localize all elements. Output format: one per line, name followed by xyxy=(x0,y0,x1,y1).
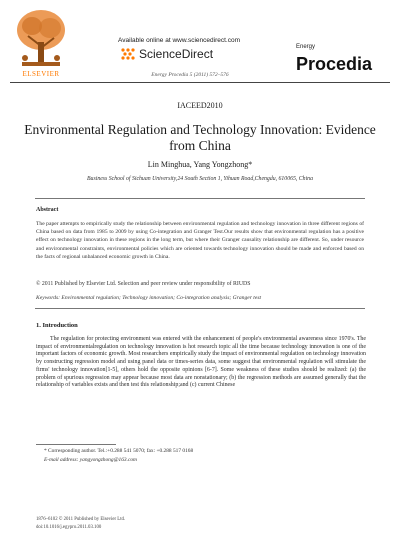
introduction-heading: 1. Introduction xyxy=(36,322,78,329)
conference-name: IACEED2010 xyxy=(177,101,223,110)
abstract-text: The paper attempts to empirically study the relationship between environmental regulation and technology innovation in three different regions of China based on data from 1985 to 2009 by using Co-integration and Granger Test.Our results show that environmental regulation has a positive effect on technology innovation in these regions in the long term, but where their Granger causality relationship are different. So, under resource and environmental constraints, environmental policies which are oriented towards technology innovation should be made and enforced based on the facts of regional unbalanced economic growth in China. xyxy=(36,221,364,260)
available-online-text: Available online at www.sciencedirect.com xyxy=(118,37,240,44)
article-title: Environmental Regulation and Technology Innovation: Evidence from China xyxy=(24,122,376,153)
footnote-divider xyxy=(36,444,116,445)
journal-name: Procedia xyxy=(296,54,373,74)
sciencedirect-wordmark: ScienceDirect xyxy=(139,47,214,61)
abstract-top-divider xyxy=(35,198,365,199)
doi-line: doi:10.1016/j.egypro.2011.03.100 xyxy=(36,525,102,530)
elsevier-tree-logo xyxy=(12,6,70,72)
journal-category: Energy xyxy=(296,44,316,50)
copyright-notice: © 2011 Published by Elsevier Ltd. Selection and peer review under responsibility of RIUDS xyxy=(36,281,251,287)
header-divider xyxy=(10,82,390,83)
sciencedirect-logo xyxy=(120,46,213,62)
email-footnote: E-mail address: yangyongzhong@163.com xyxy=(44,457,137,463)
author-affiliation: Business School of Sichuan University,24 South Section 1, Yihuan Road,Chengdu, 610065, China xyxy=(87,176,313,182)
abstract-heading: Abstract xyxy=(36,207,59,213)
sciencedirect-dots-icon xyxy=(120,47,136,61)
author-list: Lin Minghua, Yang Yongzhong* xyxy=(147,160,253,169)
journal-reference: Energy Procedia 5 (2011) 572–576 xyxy=(151,72,229,78)
corresponding-author-footnote: * Corresponding author. Tel.:+0.288 541 5070; fax: +0.288 517 0168 xyxy=(44,448,194,454)
issn-line: 1876–6102 © 2011 Published by Elsevier Ltd. xyxy=(36,517,126,522)
keywords: Keywords: Environmental regulation; Technology innovation; Co-integration analysis; Granger test xyxy=(36,295,262,301)
publisher-name: ELSEVIER xyxy=(22,70,60,78)
abstract-bottom-divider xyxy=(35,308,365,309)
introduction-text: The regulation for protecting environment was entered with the enhancement of people's environmental awareness since 1970's. The impact of environmentalregulation on technology innovation is hot research topic all the time because technology innovation is one of the important factors of economic growth. Most researchers empirically study the impact of environmental regulation on technology innovation by constructing regression model and using panel data or times-series data, some suggest that environmental regulation will stimulate the firms' technology innovation[1-5], others hold the opposite opinions [6-7]. Some weakness of these studies should be realized: (a) the problem of spurious regression may appear because most data are nonstationary; (b) the regression methods are assumed generally that the relationship of variables exists and then test this relationship;and (c) current Chinese xyxy=(36,336,366,389)
